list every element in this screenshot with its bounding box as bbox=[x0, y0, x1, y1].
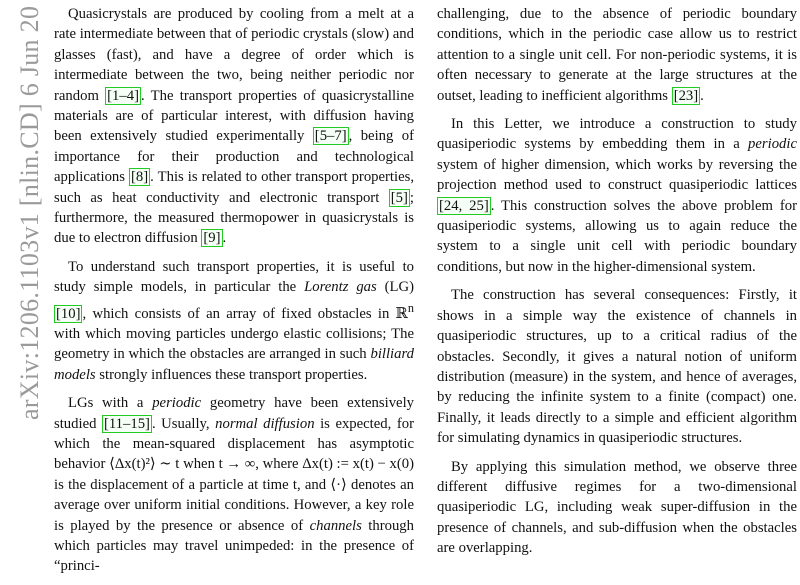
paragraph: Quasicrystals are produced by cooling from a melt at a rate intermediate between that of periodic crystals (slow) and glasses (fast), and have a degree of order which is intermediate between the two, being neither periodic nor random [1–4] . The transport properties of quasicrystalline materials are of particular interest, with diffusion having been extensively studied experimentally [5–7] , being of importance for their production and technological applications [8] . This is related to other transport properties, such as heat conductivity and electronic transport [5] ; furthermore, the measured thermopower in quasicrystals is due to electron diffusion [9] . bbox=[54, 6, 414, 247]
citation-link[interactable]: [5–7] bbox=[314, 128, 347, 145]
arxiv-identifier: arXiv:1206.1103v1 [nlin.CD] 6 Jun 20 bbox=[15, 5, 44, 420]
left-column bbox=[54, 4, 414, 585]
citation-link[interactable]: [5] bbox=[390, 189, 408, 206]
citation-link[interactable]: [23] bbox=[673, 87, 699, 104]
right-column bbox=[437, 4, 797, 567]
citation-link[interactable]: [10] bbox=[56, 305, 81, 322]
paragraph: The construction has several consequences: Firstly, it shows in a simple way the existence of channels in quasiperiodic structures, up to a critical radius of the obstacles. Secondly, it gives a natural notion of uniform distribution (measure) in the system, and hence of averages, by reducing the infinite system to a finite (compact) one. Finally, it leads directly to a simple and efficient algorithm for simulating dynamics in quasiperiodic structures. bbox=[437, 287, 797, 447]
emphasis: billiard models bbox=[54, 346, 414, 383]
paragraph: To understand such transport properties, it is useful to study simple models, in particular the Lorentz gas (LG) [10] , which consists of an array of fixed obstacles in ℝ$^n$ with which moving particles undergo elastic collisions; The geometry in which the obstacles are arranged in such billiard models strongly influences these transport properties. bbox=[54, 258, 414, 383]
citation-link[interactable]: [24, 25] bbox=[439, 197, 489, 214]
paragraph: LGs with a periodic geometry have been extensively studied [11–15] . Usually, normal diffusion is expected, for which the mean-squared displacement has asymptotic behavior ⟨Δx(t)²⟩ ∼ t when t → ∞, where Δx(t) := x(t) − x(0) is the displacement of a particle at time t, and ⟨·⟩ denotes an average over uniform initial conditions. However, a key role is played by the presence or absence of channels through which particles may travel unimpeded: in the presence of “princi- bbox=[54, 395, 414, 575]
emphasis: normal diffusion bbox=[215, 415, 315, 432]
citation-link[interactable]: [1–4] bbox=[107, 87, 139, 104]
citation-link[interactable]: [11–15] bbox=[103, 415, 150, 432]
paragraph: challenging, due to the absence of periodic boundary conditions, which in the periodic case allow us to restrict attention to a single unit cell. For non-periodic systems, it is often necessary to generate at the large structures at the outset, leading to inefficient algorithms [23] . bbox=[437, 6, 797, 104]
emphasis: periodic bbox=[748, 136, 797, 153]
superscript: n bbox=[407, 300, 414, 315]
emphasis: channels bbox=[309, 517, 362, 534]
emphasis: Lorentz gas bbox=[304, 279, 377, 296]
citation-link[interactable]: [8] bbox=[131, 169, 149, 186]
paragraph: In this Letter, we introduce a construction to study quasiperiodic systems by embedding them in a periodic system of higher dimension, which works by reversing the projection method used to construct quasiperiodic lattices [24, 25] . This construction solves the above problem for quasiperiodic systems, allowing us to again reduce the system to a single unit cell with periodic boundary conditions, but now in the higher-dimensional system. bbox=[437, 116, 797, 275]
paragraph: By applying this simulation method, we observe three different diffusive regimes for a two-dimensional quasiperiodic LG, including weak super-diffusion in the presence of channels, and sub-diffusion when the obstacles are overlapping. bbox=[437, 458, 797, 557]
citation-link[interactable]: [9] bbox=[203, 230, 221, 247]
emphasis: periodic bbox=[152, 395, 202, 412]
